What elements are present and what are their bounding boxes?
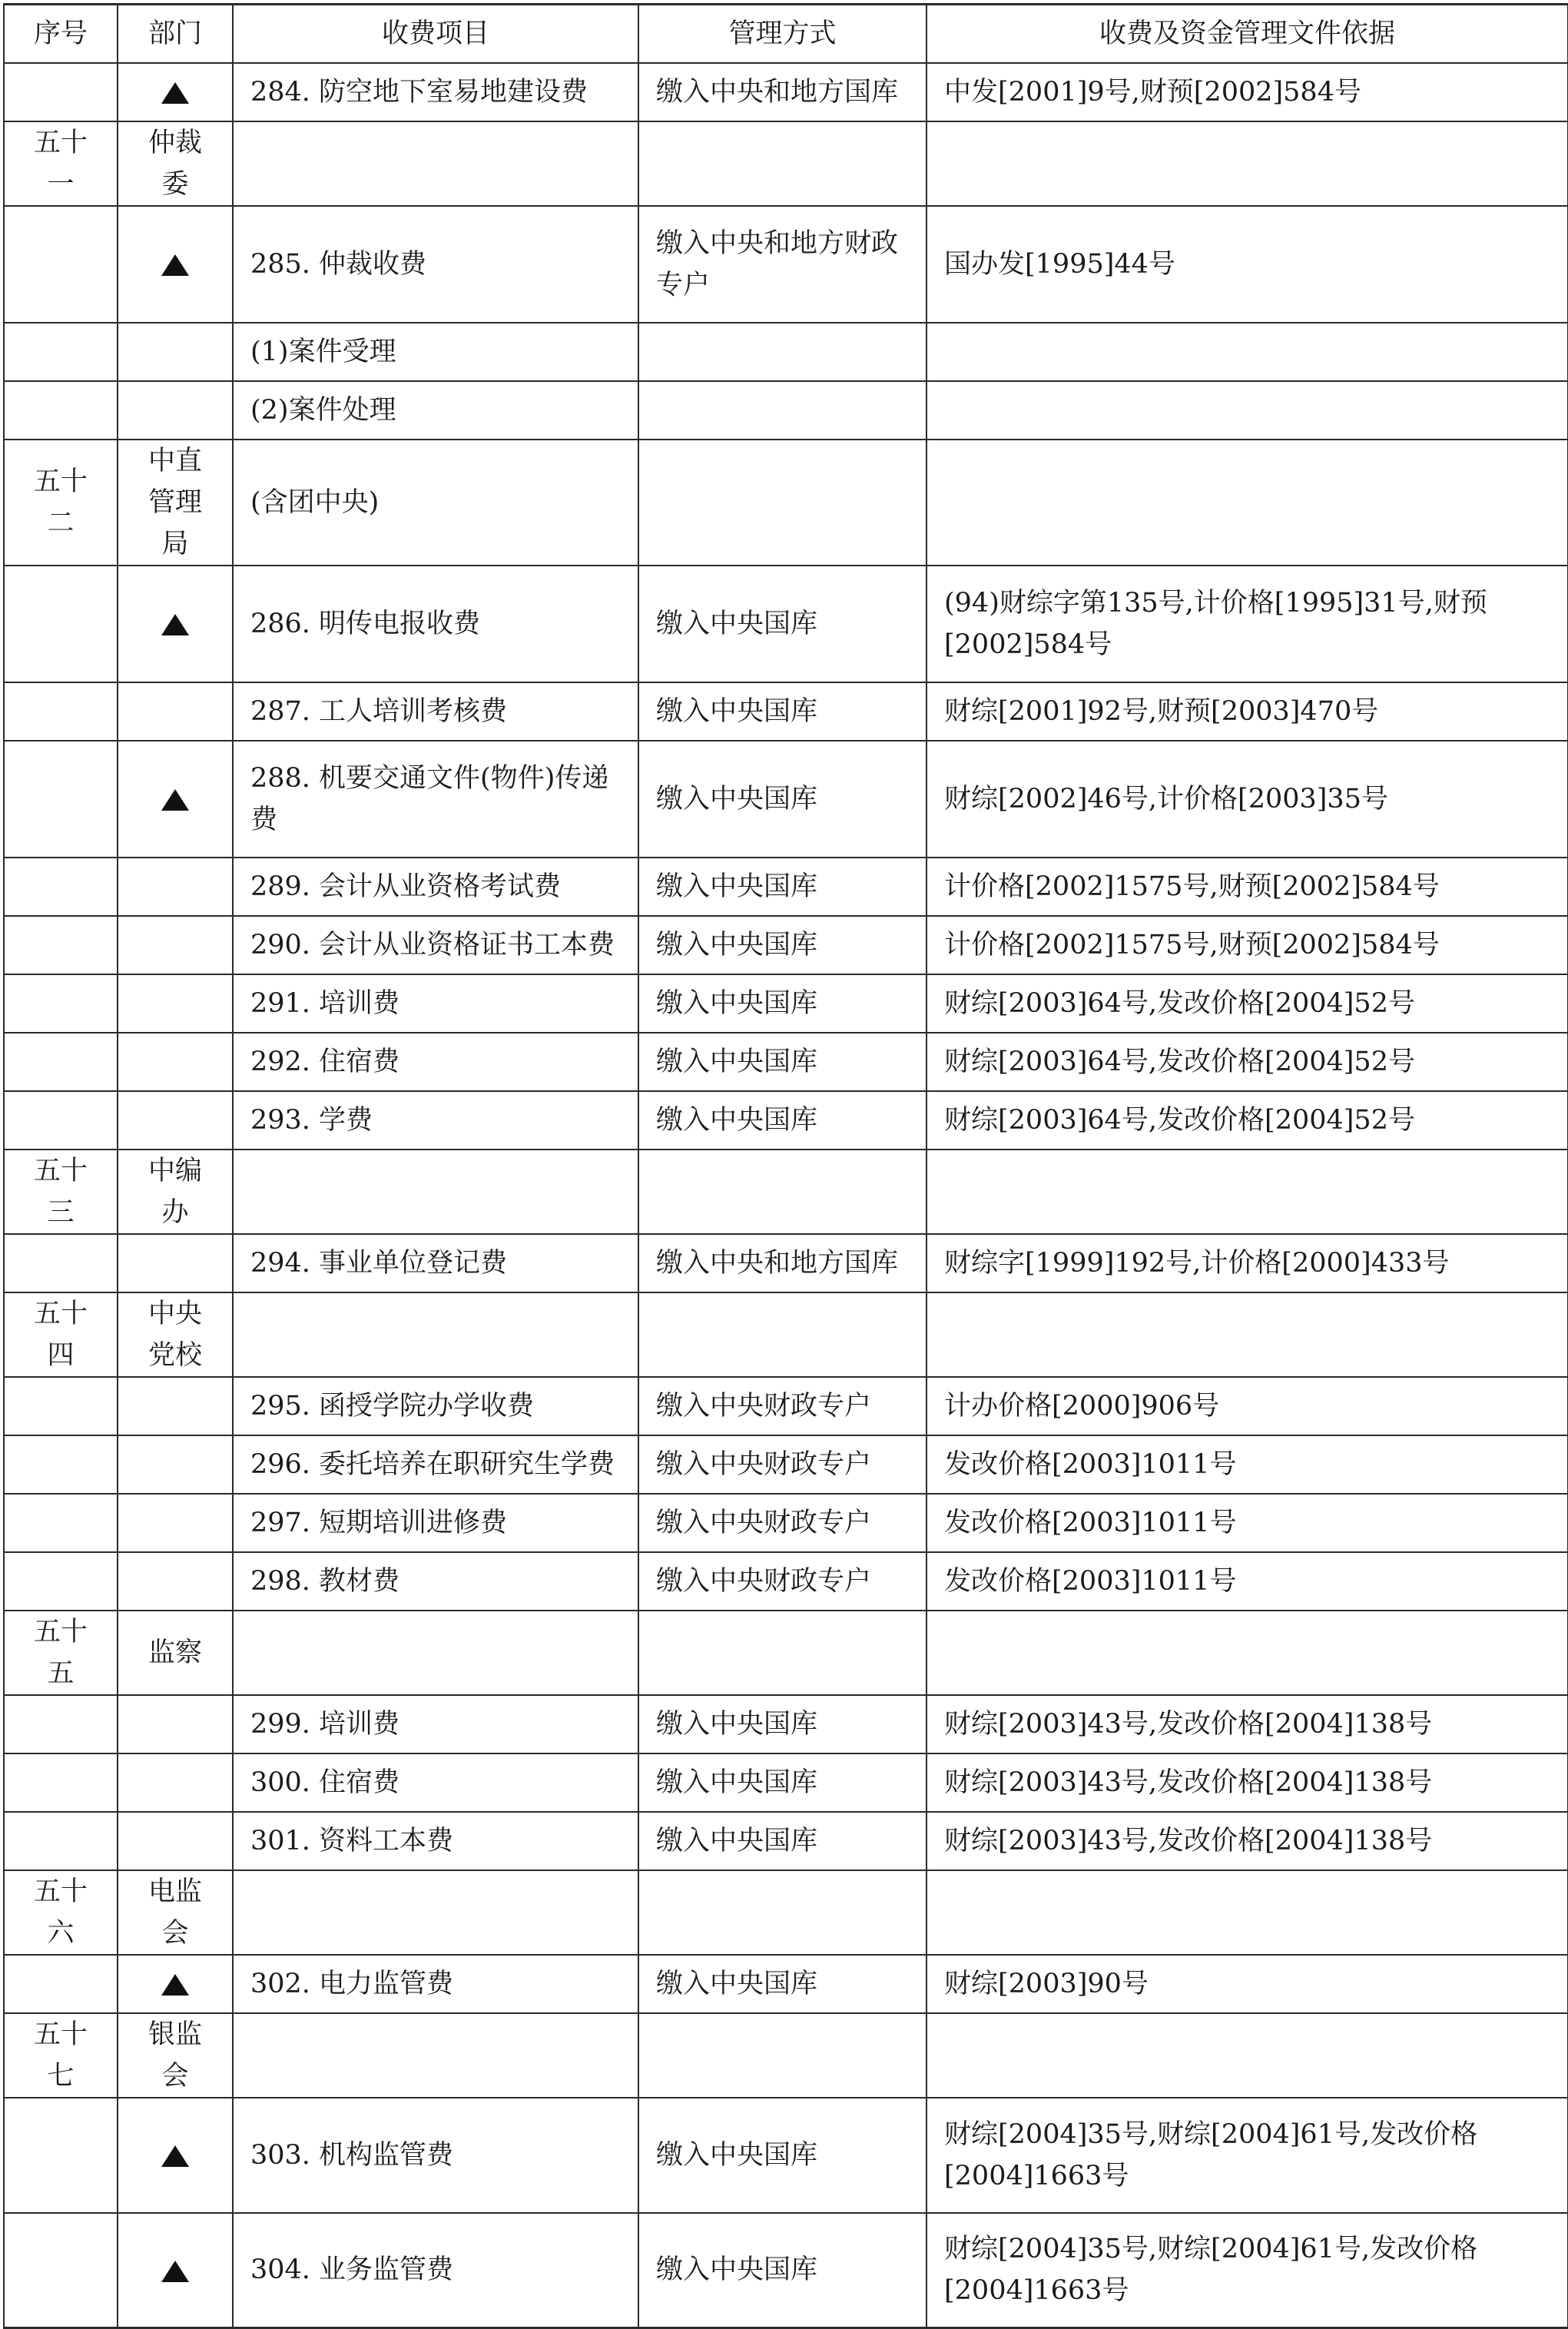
- table-row: [4, 682, 1568, 741]
- mgmt-cell: 缴入中央和地方财政专户: [638, 206, 927, 323]
- triangle-marker-icon: [161, 789, 189, 811]
- item-cell: 303. 机构监管费: [233, 2098, 638, 2213]
- table-row: [4, 1753, 1568, 1812]
- item-cell: 289. 会计从业资格考试费: [233, 858, 638, 916]
- mgmt-cell: 缴入中央国库: [638, 858, 927, 916]
- dept-cell: [118, 916, 233, 974]
- doc-cell: 中发[2001]9号,财预[2002]584号: [927, 63, 1568, 121]
- seq-cell: [4, 916, 118, 974]
- table-row: [4, 1552, 1568, 1611]
- seq-cell: 五十二: [4, 440, 118, 566]
- table-row: [4, 381, 1568, 440]
- doc-cell: [927, 381, 1568, 440]
- item-cell: [233, 1150, 638, 1234]
- doc-cell: 计价格[2002]1575号,财预[2002]584号: [927, 916, 1568, 974]
- mgmt-cell: 缴入中央国库: [638, 916, 927, 974]
- item-cell: (2)案件处理: [233, 381, 638, 440]
- mgmt-cell: 缴入中央国库: [638, 1033, 927, 1091]
- seq-cell: [4, 1234, 118, 1292]
- mgmt-cell: [638, 381, 927, 440]
- table-row: [4, 1494, 1568, 1552]
- item-cell: [233, 2013, 638, 2098]
- table-row: [4, 1435, 1568, 1494]
- mgmt-cell: 缴入中央和地方国库: [638, 63, 927, 121]
- doc-cell: 财综[2003]43号,发改价格[2004]138号: [927, 1753, 1568, 1812]
- mgmt-cell: [638, 2013, 927, 2098]
- doc-cell: 财综字[1999]192号,计价格[2000]433号: [927, 1234, 1568, 1292]
- item-cell: 286. 明传电报收费: [233, 566, 638, 682]
- seq-cell: [4, 2098, 118, 2213]
- dept-cell: [118, 1552, 233, 1611]
- mgmt-cell: 缴入中央国库: [638, 1955, 927, 2013]
- item-cell: 297. 短期培训进修费: [233, 1494, 638, 1552]
- table-row: [4, 974, 1568, 1033]
- table-row: [4, 858, 1568, 916]
- table-row: [4, 323, 1568, 381]
- item-cell: [233, 1870, 638, 1955]
- dept-cell: 银监会: [118, 2013, 233, 2098]
- dept-cell: [118, 566, 233, 682]
- seq-cell: [4, 858, 118, 916]
- dept-cell: [118, 974, 233, 1033]
- doc-cell: 财综[2003]64号,发改价格[2004]52号: [927, 1091, 1568, 1150]
- seq-cell: 五十五: [4, 1611, 118, 1695]
- table-row: [4, 916, 1568, 974]
- doc-cell: 财综[2003]90号: [927, 1955, 1568, 2013]
- mgmt-cell: [638, 1150, 927, 1234]
- doc-cell: [927, 2013, 1568, 2098]
- dept-cell: [118, 323, 233, 381]
- dept-cell: [118, 1435, 233, 1494]
- dept-cell: 监察: [118, 1611, 233, 1695]
- mgmt-cell: 缴入中央国库: [638, 741, 927, 858]
- doc-cell: 发改价格[2003]1011号: [927, 1552, 1568, 1611]
- fee-table: [3, 3, 1568, 2329]
- mgmt-cell: 缴入中央国库: [638, 1812, 927, 1870]
- item-cell: 291. 培训费: [233, 974, 638, 1033]
- mgmt-cell: 缴入中央国库: [638, 1091, 927, 1150]
- item-cell: (1)案件受理: [233, 323, 638, 381]
- dept-cell: [118, 1695, 233, 1753]
- item-cell: [233, 121, 638, 206]
- dept-cell: [118, 63, 233, 121]
- triangle-marker-icon: [161, 614, 189, 635]
- header-mgmt: 管理方式: [638, 5, 927, 63]
- table-row: [4, 1695, 1568, 1753]
- doc-cell: 财综[2003]64号,发改价格[2004]52号: [927, 974, 1568, 1033]
- mgmt-cell: 缴入中央国库: [638, 2098, 927, 2213]
- doc-cell: [927, 121, 1568, 206]
- mgmt-cell: [638, 323, 927, 381]
- mgmt-cell: [638, 1870, 927, 1955]
- seq-cell: [4, 1753, 118, 1812]
- seq-cell: [4, 2213, 118, 2328]
- seq-cell: 五十三: [4, 1150, 118, 1234]
- header-doc: 收费及资金管理文件依据: [927, 5, 1568, 63]
- item-cell: [233, 1292, 638, 1377]
- item-cell: 302. 电力监管费: [233, 1955, 638, 2013]
- mgmt-cell: 缴入中央财政专户: [638, 1552, 927, 1611]
- item-cell: 295. 函授学院办学收费: [233, 1377, 638, 1435]
- doc-cell: 财综[2002]46号,计价格[2003]35号: [927, 741, 1568, 858]
- table-row: [4, 1033, 1568, 1091]
- triangle-marker-icon: [161, 1974, 189, 1996]
- seq-cell: [4, 323, 118, 381]
- table-row: [4, 1091, 1568, 1150]
- triangle-marker-icon: [161, 82, 189, 104]
- dept-cell: 电监会: [118, 1870, 233, 1955]
- item-cell: 288. 机要交通文件(物件)传递费: [233, 741, 638, 858]
- item-cell: 285. 仲裁收费: [233, 206, 638, 323]
- doc-cell: 财综[2004]35号,财综[2004]61号,发改价格[2004]1663号: [927, 2213, 1568, 2328]
- mgmt-cell: 缴入中央财政专户: [638, 1377, 927, 1435]
- dept-cell: [118, 1033, 233, 1091]
- section-row: [4, 2013, 1568, 2098]
- mgmt-cell: 缴入中央财政专户: [638, 1494, 927, 1552]
- doc-cell: [927, 1870, 1568, 1955]
- mgmt-cell: 缴入中央国库: [638, 1695, 927, 1753]
- table-body: [4, 63, 1568, 2328]
- mgmt-cell: 缴入中央财政专户: [638, 1435, 927, 1494]
- table-row: [4, 1812, 1568, 1870]
- mgmt-cell: 缴入中央国库: [638, 1753, 927, 1812]
- doc-cell: 计办价格[2000]906号: [927, 1377, 1568, 1435]
- seq-cell: [4, 206, 118, 323]
- table-row: [4, 1377, 1568, 1435]
- dept-cell: [118, 2098, 233, 2213]
- mgmt-cell: 缴入中央国库: [638, 682, 927, 741]
- dept-cell: [118, 1091, 233, 1150]
- mgmt-cell: [638, 1292, 927, 1377]
- seq-cell: 五十四: [4, 1292, 118, 1377]
- seq-cell: [4, 682, 118, 741]
- item-cell: 293. 学费: [233, 1091, 638, 1150]
- doc-cell: 发改价格[2003]1011号: [927, 1494, 1568, 1552]
- header-item: 收费项目: [233, 5, 638, 63]
- table-row: [4, 1234, 1568, 1292]
- triangle-marker-icon: [161, 2261, 189, 2282]
- item-cell: 301. 资料工本费: [233, 1812, 638, 1870]
- item-cell: 296. 委托培养在职研究生学费: [233, 1435, 638, 1494]
- doc-cell: [927, 1292, 1568, 1377]
- mgmt-cell: [638, 121, 927, 206]
- seq-cell: [4, 1695, 118, 1753]
- dept-cell: [118, 381, 233, 440]
- dept-cell: 仲裁委: [118, 121, 233, 206]
- dept-cell: [118, 682, 233, 741]
- dept-cell: [118, 1753, 233, 1812]
- seq-cell: 五十七: [4, 2013, 118, 2098]
- table-row: [4, 63, 1568, 121]
- seq-cell: [4, 1377, 118, 1435]
- item-cell: 290. 会计从业资格证书工本费: [233, 916, 638, 974]
- doc-cell: [927, 1150, 1568, 1234]
- doc-cell: 国办发[1995]44号: [927, 206, 1568, 323]
- table-row: [4, 2098, 1568, 2213]
- seq-cell: 五十六: [4, 1870, 118, 1955]
- section-row: [4, 440, 1568, 566]
- seq-cell: [4, 1033, 118, 1091]
- table-header: [4, 5, 1568, 63]
- doc-cell: 财综[2001]92号,财预[2003]470号: [927, 682, 1568, 741]
- header-dept: 部门: [118, 5, 233, 63]
- item-cell: 300. 住宿费: [233, 1753, 638, 1812]
- seq-cell: [4, 1812, 118, 1870]
- item-cell: 292. 住宿费: [233, 1033, 638, 1091]
- doc-cell: (94)财综字第135号,计价格[1995]31号,财预[2002]584号: [927, 566, 1568, 682]
- header-row: [4, 5, 1568, 63]
- dept-cell: [118, 1955, 233, 2013]
- doc-cell: [927, 440, 1568, 566]
- header-seq: 序号: [4, 5, 118, 63]
- table-row: [4, 206, 1568, 323]
- item-cell: 298. 教材费: [233, 1552, 638, 1611]
- section-row: [4, 1611, 1568, 1695]
- dept-cell: 中直管理局: [118, 440, 233, 566]
- table-row: [4, 741, 1568, 858]
- item-cell: 294. 事业单位登记费: [233, 1234, 638, 1292]
- seq-cell: [4, 974, 118, 1033]
- section-row: [4, 1870, 1568, 1955]
- item-cell: 299. 培训费: [233, 1695, 638, 1753]
- item-cell: 304. 业务监管费: [233, 2213, 638, 2328]
- doc-cell: [927, 323, 1568, 381]
- mgmt-cell: 缴入中央国库: [638, 566, 927, 682]
- mgmt-cell: 缴入中央和地方国库: [638, 1234, 927, 1292]
- item-cell: 284. 防空地下室易地建设费: [233, 63, 638, 121]
- dept-cell: [118, 1494, 233, 1552]
- dept-cell: [118, 206, 233, 323]
- seq-cell: [4, 63, 118, 121]
- dept-cell: [118, 858, 233, 916]
- seq-cell: [4, 1494, 118, 1552]
- seq-cell: [4, 566, 118, 682]
- seq-cell: [4, 381, 118, 440]
- mgmt-cell: 缴入中央国库: [638, 974, 927, 1033]
- item-cell: [233, 1611, 638, 1695]
- mgmt-cell: 缴入中央国库: [638, 2213, 927, 2328]
- dept-cell: [118, 1812, 233, 1870]
- dept-cell: [118, 1377, 233, 1435]
- table-row: [4, 1955, 1568, 2013]
- doc-cell: 发改价格[2003]1011号: [927, 1435, 1568, 1494]
- seq-cell: [4, 1435, 118, 1494]
- item-cell: 287. 工人培训考核费: [233, 682, 638, 741]
- table-row: [4, 2213, 1568, 2328]
- section-row: [4, 1292, 1568, 1377]
- section-row: [4, 121, 1568, 206]
- table-row: [4, 566, 1568, 682]
- dept-cell: 中央党校: [118, 1292, 233, 1377]
- seq-cell: 五十一: [4, 121, 118, 206]
- dept-cell: [118, 2213, 233, 2328]
- doc-cell: 财综[2003]43号,发改价格[2004]138号: [927, 1695, 1568, 1753]
- seq-cell: [4, 1552, 118, 1611]
- dept-cell: 中编办: [118, 1150, 233, 1234]
- section-row: [4, 1150, 1568, 1234]
- doc-cell: 财综[2003]64号,发改价格[2004]52号: [927, 1033, 1568, 1091]
- doc-cell: 财综[2003]43号,发改价格[2004]138号: [927, 1812, 1568, 1870]
- dept-cell: [118, 1234, 233, 1292]
- doc-cell: [927, 1611, 1568, 1695]
- triangle-marker-icon: [161, 2145, 189, 2167]
- mgmt-cell: [638, 1611, 927, 1695]
- doc-cell: 财综[2004]35号,财综[2004]61号,发改价格[2004]1663号: [927, 2098, 1568, 2213]
- dept-cell: [118, 741, 233, 858]
- seq-cell: [4, 741, 118, 858]
- mgmt-cell: [638, 440, 927, 566]
- item-cell: (含团中央): [233, 440, 638, 566]
- seq-cell: [4, 1955, 118, 2013]
- seq-cell: [4, 1091, 118, 1150]
- triangle-marker-icon: [161, 254, 189, 276]
- doc-cell: 计价格[2002]1575号,财预[2002]584号: [927, 858, 1568, 916]
